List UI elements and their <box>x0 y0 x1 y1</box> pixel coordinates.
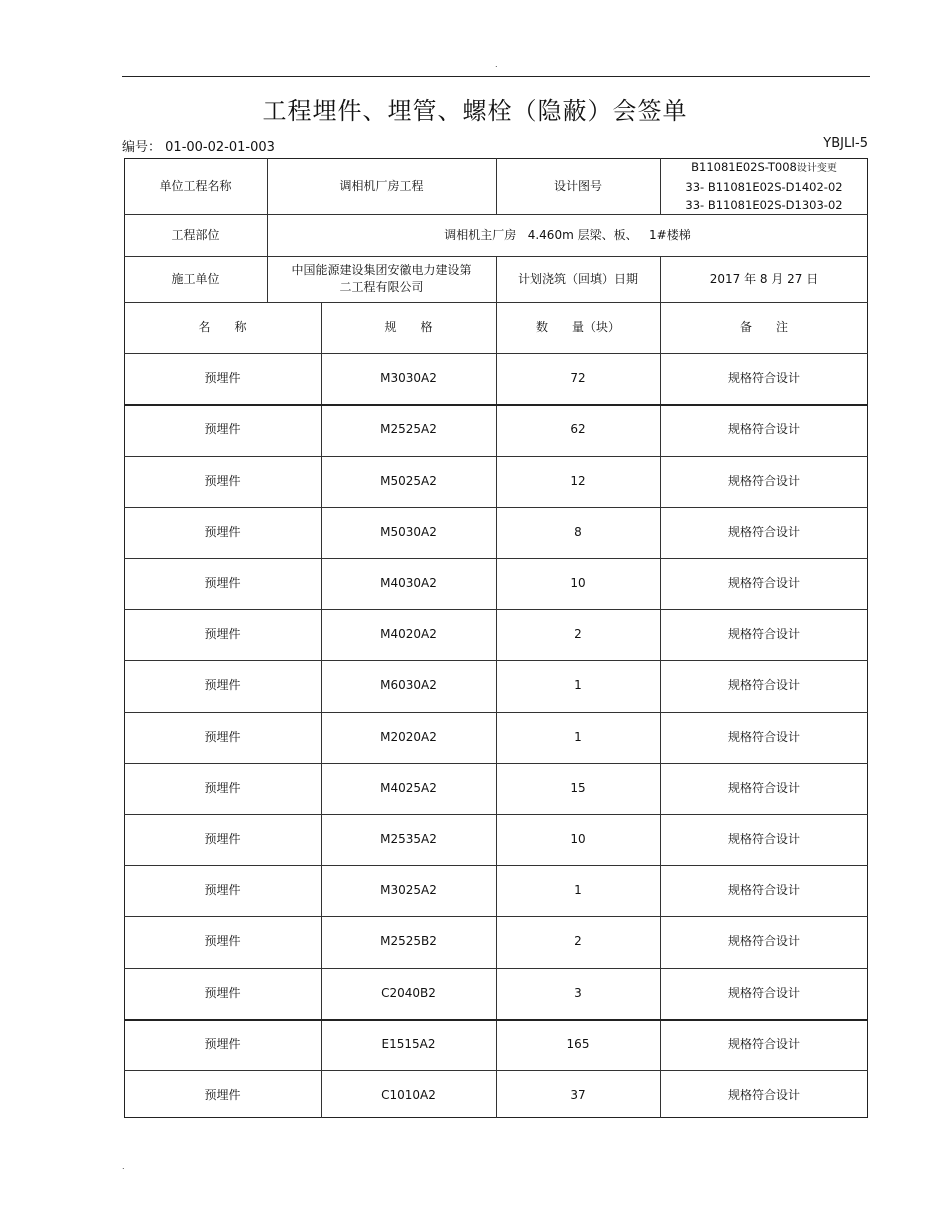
cell-quantity: 72 <box>570 371 586 385</box>
cell-remark: 规格符合设计 <box>727 576 800 590</box>
cell-spec: M2525A2 <box>380 422 437 436</box>
cell-remark: 规格符合设计 <box>727 1088 800 1102</box>
cell-quantity: 10 <box>570 576 586 590</box>
page-dot-bottom: . <box>122 1162 125 1171</box>
cell-spec: M5025A2 <box>380 474 437 488</box>
cell-spec: M2525B2 <box>380 934 437 948</box>
page-dot-top: . <box>495 60 498 69</box>
cell-spec: M5030A2 <box>380 525 437 539</box>
location-label: 工程部位 <box>171 227 220 242</box>
form-title: 工程埋件、埋管、螺栓（隐蔽）会签单 <box>262 97 688 125</box>
cell-name: 预埋件 <box>204 576 241 590</box>
cell-name: 预埋件 <box>204 832 241 846</box>
unit-project-value: 调相机厂房工程 <box>339 178 424 193</box>
cell-name: 预埋件 <box>204 627 241 641</box>
pour-date-value: 2017 年 8 月 27 日 <box>709 271 819 286</box>
cell-name: 预埋件 <box>204 781 241 795</box>
cell-spec: M3030A2 <box>380 371 437 385</box>
design-drawing-line: 33- B11081E02S-D1402-02 <box>685 180 843 194</box>
doc-number-value: 01-00-02-01-003 <box>165 140 275 155</box>
cell-remark: 规格符合设计 <box>727 730 800 744</box>
cell-quantity: 8 <box>574 525 582 539</box>
column-header-remark: 备 注 <box>739 320 788 334</box>
cell-spec: M6030A2 <box>380 678 437 692</box>
design-drawing-value <box>660 158 868 214</box>
cell-remark: 规格符合设计 <box>727 474 800 488</box>
cell-name: 预埋件 <box>204 474 241 488</box>
design-drawing-line: 33- B11081E02S-D1303-02 <box>685 198 843 212</box>
contractor-line: 中国能源建设集团安徽电力建设第 <box>291 263 472 277</box>
cell-remark: 规格符合设计 <box>727 986 800 1000</box>
cell-name: 预埋件 <box>204 525 241 539</box>
cell-remark: 规格符合设计 <box>727 934 800 948</box>
cell-name: 预埋件 <box>204 883 241 897</box>
cell-quantity: 2 <box>574 934 582 948</box>
cell-spec: M2020A2 <box>380 730 437 744</box>
design-drawing-label: 设计图号 <box>553 178 602 193</box>
cell-name: 预埋件 <box>204 678 241 692</box>
cell-remark: 规格符合设计 <box>727 371 800 385</box>
contractor-label: 施工单位 <box>171 271 220 286</box>
cell-quantity: 1 <box>574 730 582 744</box>
cell-quantity: 12 <box>570 474 586 488</box>
cell-remark: 规格符合设计 <box>727 883 800 897</box>
cell-remark: 规格符合设计 <box>727 627 800 641</box>
cell-quantity: 165 <box>566 1037 590 1051</box>
cell-quantity: 3 <box>574 986 582 1000</box>
cell-remark: 规格符合设计 <box>727 678 800 692</box>
cell-spec: M4020A2 <box>380 627 437 641</box>
cell-name: 预埋件 <box>204 730 241 744</box>
contractor-value <box>267 256 496 302</box>
pour-date-label: 计划浇筑（回填）日期 <box>517 271 638 286</box>
column-header-quantity: 数 量（块） <box>535 320 620 334</box>
cell-quantity: 15 <box>570 781 586 795</box>
cell-spec: M2535A2 <box>380 832 437 846</box>
cell-spec: M4030A2 <box>380 576 437 590</box>
design-change-note: 设计变更 <box>796 163 837 174</box>
cell-quantity: 10 <box>570 832 586 846</box>
unit-project-label: 单位工程名称 <box>159 178 232 193</box>
cell-spec: C2040B2 <box>381 986 436 1000</box>
cell-quantity: 1 <box>574 678 582 692</box>
column-header-spec: 规 格 <box>384 320 433 334</box>
column-header-name: 名 称 <box>198 320 247 334</box>
cell-quantity: 37 <box>570 1088 586 1102</box>
cell-spec: M4025A2 <box>380 781 437 795</box>
doc-number-label: 编号： <box>122 140 162 155</box>
cell-remark: 规格符合设计 <box>727 422 800 436</box>
cell-name: 预埋件 <box>204 1037 241 1051</box>
cell-name: 预埋件 <box>204 934 241 948</box>
cell-quantity: 62 <box>570 422 586 436</box>
cell-name: 预埋件 <box>204 986 241 1000</box>
cell-quantity: 1 <box>574 883 582 897</box>
header-rule <box>122 76 870 77</box>
cell-name: 预埋件 <box>204 1088 241 1102</box>
cell-quantity: 2 <box>574 627 582 641</box>
cell-spec: M3025A2 <box>380 883 437 897</box>
location-value: 调相机主厂房 4.460m 层梁、板、 1#楼梯 <box>444 227 691 242</box>
cell-remark: 规格符合设计 <box>727 525 800 539</box>
contractor-line: 二工程有限公司 <box>339 280 424 294</box>
cell-name: 预埋件 <box>204 422 241 436</box>
cell-spec: E1515A2 <box>381 1037 436 1051</box>
design-drawing-line: B11081E02S-T008设计变更 <box>691 160 837 174</box>
cell-remark: 规格符合设计 <box>727 1037 800 1051</box>
cell-remark: 规格符合设计 <box>727 781 800 795</box>
form-code: YBJLⅠ-5 <box>823 136 868 151</box>
cell-name: 预埋件 <box>204 371 241 385</box>
cell-remark: 规格符合设计 <box>727 832 800 846</box>
cell-spec: C1010A2 <box>381 1088 436 1102</box>
doc-number <box>122 136 275 155</box>
